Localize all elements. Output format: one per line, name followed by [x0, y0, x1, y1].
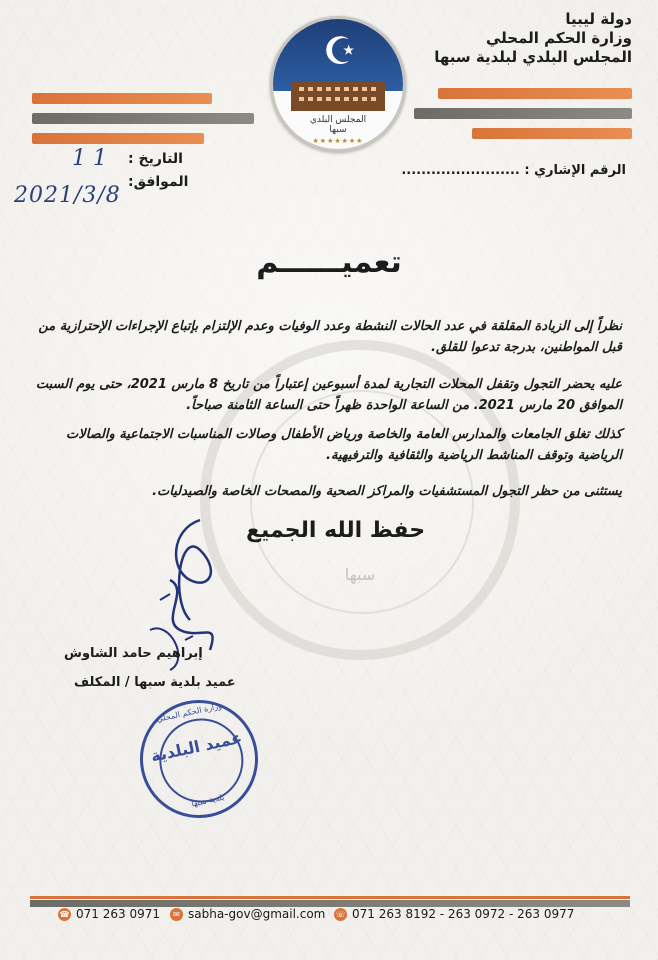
letterhead-text — [422, 10, 632, 67]
date-label: التاريخ : — [128, 151, 183, 167]
signatory-name: إبراهيم حامد الشاوش — [64, 646, 203, 661]
footer-accent-line — [30, 896, 630, 899]
paragraph: عليه يحضر التجول وتقفل المحلات التجارية لمدة أسبوعين إعتباراً من تاريخ 8 مارس 2021، حتى يوم السبت الموافق 20 مارس 2021. من الساعة الواحدة ظهراً حتى الساعة الثامنة صباحاً. — [35, 377, 622, 413]
fax-icon: ☏ — [335, 910, 346, 919]
header-stripe — [32, 133, 204, 144]
header-stripe — [414, 108, 632, 119]
document-title: تعميــــــم — [256, 245, 402, 280]
crescent-star-icon: ☪ — [323, 29, 358, 73]
header-stripe — [32, 113, 254, 124]
reference-blank: ........................ — [401, 163, 520, 178]
paragraph: نظراً إلى الزيادة المقلقة في عدد الحالات النشطة وعدد الوفيات وعدم الإلتزام بإتباع الإجراءات الإحترازية من قبل المواطنين، بدرجة تدعوا للقلق. — [38, 319, 622, 355]
building-icon — [291, 81, 385, 111]
footer-fax — [334, 907, 574, 921]
reference-number — [401, 163, 626, 178]
email-icon: ✉ — [170, 908, 183, 921]
phone-icon: ☎ — [59, 910, 70, 919]
council-name: المجلس البلدي لبلدية سبها — [434, 48, 632, 66]
emblem-caption-line2: سبها — [329, 125, 347, 135]
official-stamp — [129, 689, 269, 829]
stamp-center-text: عميد البلدية — [149, 727, 244, 766]
footer-phone — [58, 907, 160, 921]
emblem-caption-line1: المجلس البلدي — [309, 115, 367, 125]
footer-email — [170, 907, 325, 921]
header-stripe — [472, 128, 632, 139]
date-value: 1 1 — [72, 146, 107, 171]
corresponding-date-value: 2021/3/8 — [14, 183, 121, 208]
emblem-caption — [273, 115, 403, 135]
paragraph: كذلك تغلق الجامعات والمدارس العامة والخاصة ورياض الأطفال وصالات المناسبات الاجتماعية والصالات الرياضية وتوقف المناشط الرياضية والثقافية والترفيهية. — [66, 427, 622, 463]
stars-icon: ★★★★★★★ — [312, 137, 364, 145]
footer-phone-text: 071 263 0971 — [76, 907, 160, 921]
signatory-title: عميد بلدية سبها / المكلف — [74, 675, 236, 690]
stamp-ring-text: بلدية سبها — [190, 792, 226, 809]
footer-email-text: sabha-gov@gmail.com — [188, 907, 326, 921]
paragraph: يستثنى من حظر التجول المستشفيات والمراكز الصحية والمصحات الخاصة والصيدليات. — [152, 484, 622, 499]
footer-fax-text: 071 263 8192 - 263 0972 - 263 0977 — [352, 907, 575, 921]
header-stripe — [32, 93, 212, 104]
council-emblem — [270, 16, 406, 152]
ministry-name: وزارة الحكم المحلي — [485, 29, 632, 47]
stamp-ring-text: وزارة الحكم المحلي — [155, 701, 223, 724]
watermark-text: سبها — [344, 565, 376, 584]
header-stripe — [438, 88, 632, 99]
footer-band — [30, 900, 630, 907]
closing-phrase: حفظ الله الجميع — [246, 518, 426, 543]
corresponding-label: الموافق: — [128, 174, 189, 190]
reference-label: الرقم الإشاري : — [524, 163, 626, 178]
country-name: دولة ليبيا — [565, 10, 632, 28]
